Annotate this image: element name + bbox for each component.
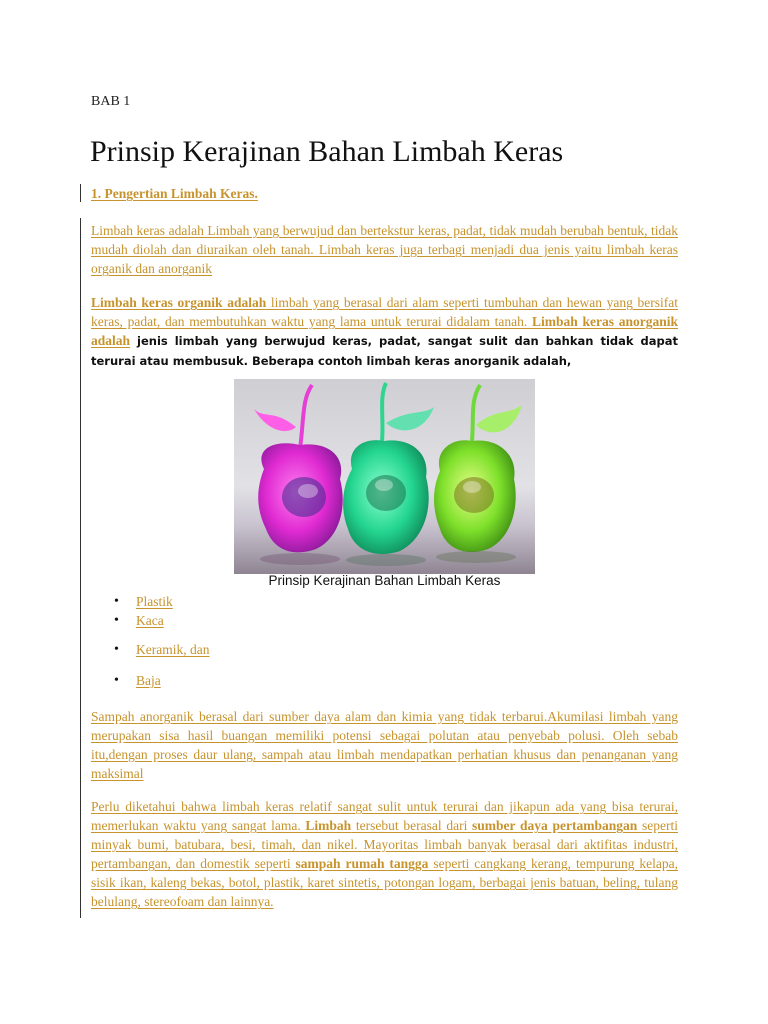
term-inorganic[interactable]: Limbah keras anorganik adalah — [91, 314, 678, 348]
bullet-link-plastik[interactable]: Plastik — [136, 594, 173, 609]
p4-bold-sampah-rumah-tangga[interactable]: sampah rumah tangga — [295, 856, 429, 871]
bullet-list-1 — [114, 592, 173, 630]
section-heading[interactable] — [91, 186, 258, 202]
p4-bold-limbah[interactable]: Limbah — [305, 818, 352, 833]
organic-description[interactable]: limbah yang berasal dari alam seperti tumbuhan dan hewan yang bersifat keras, padat, dan membutuhkan waktu yang lama untuk terurai didalam tanah. — [91, 295, 678, 329]
bullet-list-2 — [114, 640, 209, 659]
change-bar-bullets-2 — [80, 640, 81, 658]
bullet-link-baja[interactable]: Baja — [136, 673, 161, 688]
chapter-label: BAB 1 — [91, 94, 131, 109]
list-item[interactable] — [114, 592, 173, 611]
paragraph-hard-waste-sources — [91, 797, 678, 911]
craft-figure-image — [234, 379, 535, 574]
paragraph-anorganik-text[interactable]: Sampah anorganik berasal dari sumber daya alam dan kimia yang tidak terbarui.Akumilasi limbah yang merupakan sisa hasil buangan memiliki potensi sebagai polutan atau penyebab polusi. Oleh sebab itu,dengan proses daur ulang, sampah atau limbah mendapatkan perhatian khusus dan penanganan yang maksimal — [91, 709, 678, 781]
paragraph-anorganik-source[interactable] — [91, 707, 678, 783]
p4-text-b[interactable]: tersebut berasal dari — [351, 818, 473, 833]
page-title: Prinsip Kerajinan Bahan Limbah Keras — [90, 135, 564, 168]
bullet-list-3 — [114, 671, 161, 690]
p4-text-d[interactable]: seperti cangkang kerang, tempurung kelapa, sisik ikan, kaleng bekas, botol, plastik, karet sintetis, potongan logam, berbagai jenis batuan, beling, tulang belulang, stereofoam dan lainnya. — [91, 856, 678, 909]
change-bar-bullets-3 — [80, 670, 81, 688]
bullet-link-kaca[interactable]: Kaca — [136, 613, 164, 628]
p4-bold-sumber-daya[interactable]: sumber daya pertambangan — [472, 818, 638, 833]
paragraph-definition[interactable] — [91, 221, 678, 278]
section-heading-link[interactable]: 1. Pengertian Limbah Keras. — [91, 186, 258, 201]
bullet-link-keramik[interactable]: Keramik, dan — [136, 642, 210, 657]
list-item[interactable] — [114, 611, 173, 630]
list-item[interactable] — [114, 671, 161, 690]
list-item[interactable] — [114, 640, 209, 659]
p4-text-a[interactable]: Perlu diketahui bahwa limbah keras relatif sangat sulit untuk terurai dan jikapun ada yang bisa terurai, memerlukan waktu yang sangat lama. — [91, 799, 678, 833]
term-organic[interactable]: Limbah keras organik adalah — [91, 295, 267, 310]
change-bar-bullets-1 — [80, 590, 81, 626]
paragraph-types — [91, 293, 678, 371]
inorganic-description: jenis limbah yang berwujud keras, padat, sangat sulit dan bahkan tidak dapat terurai atau membusuk. Beberapa contoh limbah keras anorganik adalah, — [91, 334, 678, 368]
figure-caption: Prinsip Kerajinan Bahan Limbah Keras — [268, 573, 501, 588]
change-bar — [80, 184, 81, 202]
p4-text-c[interactable]: seperti minyak bumi, batubara, besi, timah, dan nikel. Mayoritas limbah banyak berasal dari aktifitas industri, pertambangan, dan domestik seperti — [91, 818, 678, 871]
change-bar-long — [80, 218, 81, 918]
paragraph-definition-text[interactable]: Limbah keras adalah Limbah yang berwujud dan bertekstur keras, padat, tidak mudah berubah bentuk, tidak mudah diolah dan diuraikan oleh tanah. Limbah keras juga terbagi menjadi dua jenis yaitu limbah keras organik dan anorganik — [91, 223, 678, 276]
